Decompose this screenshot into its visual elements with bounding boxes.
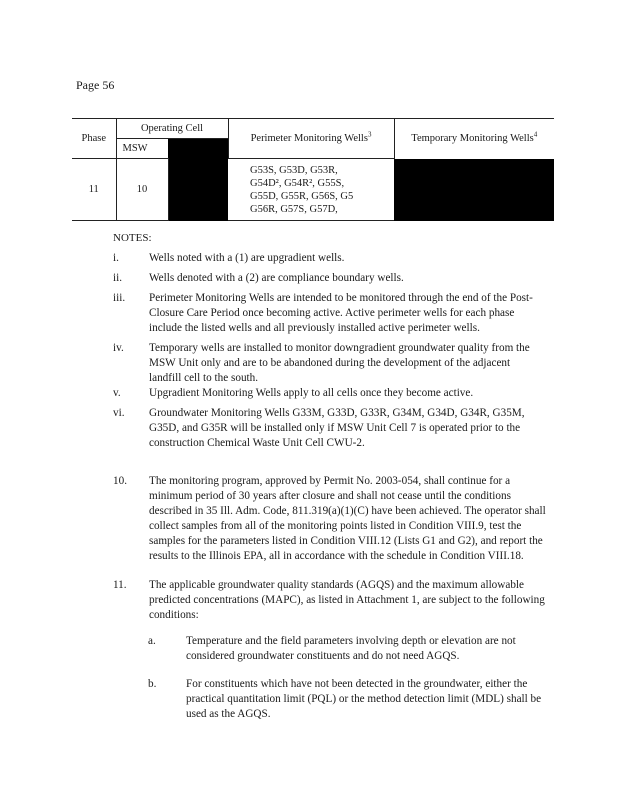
monitoring-wells-table xyxy=(72,118,554,221)
note-item: iii. Perimeter Monitoring Wells are intended to be monitored through the end of the Post-Closure Care Period once becoming active. Active perimeter wells for each phase include the listed wells and all previously installed active perimeter wells. xyxy=(113,292,533,334)
note-item: i. Wells noted with a (1) are upgradient wells. xyxy=(113,252,345,264)
header-temporary-wells: Temporary Monitoring Wells$^4$ xyxy=(394,119,554,159)
note-item: vi. Groundwater Monitoring Wells G33M, G33D, G33R, G34M, G34D, G34R, G35M, G35D, and G35R will be installed only if MSW Unit Cell 7 is operated prior to the construction Chemical Waste Unit Cell CWU-2. xyxy=(113,407,525,449)
header-phase: Phase xyxy=(72,119,116,159)
condition-paragraph: 11. The applicable groundwater quality standards (AGQS) and the maximum allowable predicted concentrations (MAPC), as listed in Attachment 1, are subject to the following conditions: xyxy=(113,579,545,621)
condition-subitem: b. For constituents which have not been detected in the groundwater, either the practical quantitation limit (PQL) or the method detection limit (MDL) shall be used as the AGQS. xyxy=(148,678,542,720)
note-item: ii. Wells denoted with a (2) are compliance boundary wells. xyxy=(113,272,404,284)
perimeter-line: G54D², G54R², G55S, xyxy=(250,177,345,189)
perimeter-line: G56R, G57S, G57D, xyxy=(250,203,338,215)
cell-perimeter-wells xyxy=(228,159,394,221)
perimeter-line: G55D, G55R, G56S, G5 xyxy=(250,190,354,202)
note-item: v. Upgradient Monitoring Wells apply to all cells once they become active. xyxy=(113,387,474,399)
note-item: iv. Temporary wells are installed to monitor downgradient groundwater quality from the MSW Unit only and are to be abandoned during the development of the adjacent landfill cell to the south. xyxy=(113,342,530,384)
redaction-block xyxy=(168,139,228,159)
header-perimeter-wells: Perimeter Monitoring Wells$^3$ xyxy=(228,119,394,159)
perimeter-line: G53S, G53D, G53R, xyxy=(250,164,338,176)
condition-paragraph: 10. The monitoring program, approved by Permit No. 2003-054, shall continue for a minimum period of 30 years after closure and shall not cease until the conditions described in 35 Ill. Adm. Code, 811.319(a)(1)(C) have been achieved. The operator shall collect samples from all of the monitoring points listed in Condition VIII.9, test the samples for the parameters listed in Condition VIII.12 (Lists G1 and G2), and report the results to the Illinois EPA, all in accordance with the schedule in Condition VIII.18. xyxy=(113,475,546,562)
redaction-block xyxy=(168,159,228,221)
cell-phase: 11 xyxy=(72,159,116,221)
notes-label: NOTES: xyxy=(113,232,152,244)
page-number: Page 56 xyxy=(76,78,115,92)
header-operating-cell: Operating Cell xyxy=(116,119,228,139)
header-msw: MSW xyxy=(122,143,148,154)
redaction-block xyxy=(394,159,554,221)
condition-subitem: a. Temperature and the field parameters involving depth or elevation are not considered groundwater constituents and do not need AGQS. xyxy=(148,635,516,662)
cell-msw: 10 xyxy=(116,159,168,221)
